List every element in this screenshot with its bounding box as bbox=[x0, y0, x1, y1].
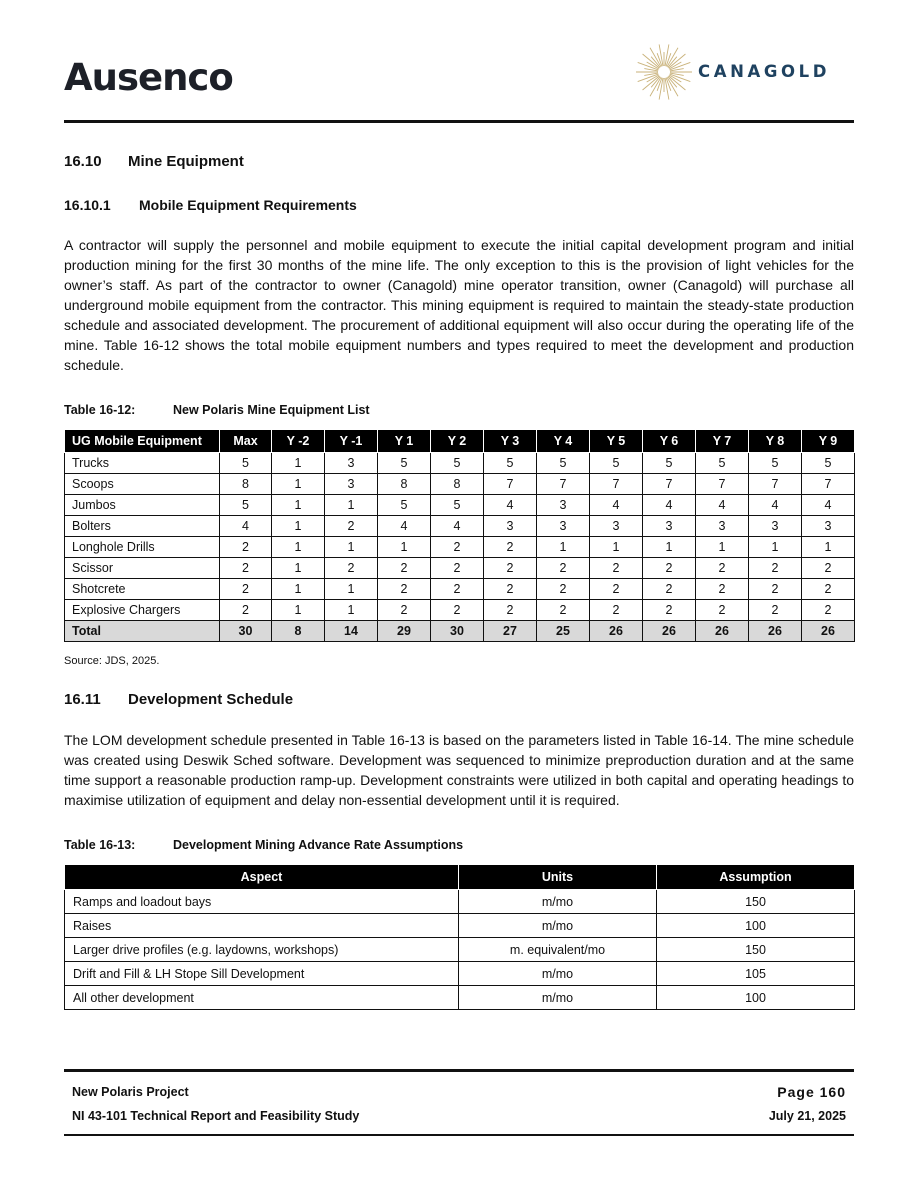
count-cell: 7 bbox=[749, 474, 802, 495]
count-cell: 5 bbox=[220, 495, 272, 516]
column-header: Y 1 bbox=[378, 430, 431, 453]
count-cell: 5 bbox=[802, 453, 855, 474]
equipment-name-cell: Jumbos bbox=[65, 495, 220, 516]
equipment-name-cell: Explosive Chargers bbox=[65, 600, 220, 621]
total-count-cell: 29 bbox=[378, 621, 431, 642]
count-cell: 1 bbox=[272, 453, 325, 474]
count-cell: 2 bbox=[431, 579, 484, 600]
equipment-name-cell: Shotcrete bbox=[65, 579, 220, 600]
total-row bbox=[65, 621, 855, 642]
section-title: Mine Equipment bbox=[128, 153, 244, 170]
count-cell: 1 bbox=[325, 579, 378, 600]
count-cell: 3 bbox=[643, 516, 696, 537]
count-cell: 2 bbox=[696, 558, 749, 579]
total-count-cell: 27 bbox=[484, 621, 537, 642]
count-cell: 2 bbox=[749, 558, 802, 579]
count-cell: 4 bbox=[696, 495, 749, 516]
count-cell: 2 bbox=[802, 579, 855, 600]
caption-title: New Polaris Mine Equipment List bbox=[173, 403, 370, 417]
count-cell: 2 bbox=[590, 558, 643, 579]
caption-title: Development Mining Advance Rate Assumptions bbox=[173, 838, 464, 852]
assumption-cell: 100 bbox=[657, 914, 855, 938]
equipment-name-cell: Longhole Drills bbox=[65, 537, 220, 558]
count-cell: 2 bbox=[325, 516, 378, 537]
count-cell: 5 bbox=[378, 495, 431, 516]
count-cell: 4 bbox=[220, 516, 272, 537]
total-count-cell: 8 bbox=[272, 621, 325, 642]
count-cell: 2 bbox=[484, 537, 537, 558]
count-cell: 5 bbox=[749, 453, 802, 474]
subsection-title: Mobile Equipment Requirements bbox=[139, 197, 357, 213]
count-cell: 2 bbox=[749, 600, 802, 621]
count-cell: 8 bbox=[378, 474, 431, 495]
column-header: Assumption bbox=[657, 865, 855, 890]
count-cell: 2 bbox=[590, 600, 643, 621]
count-cell: 2 bbox=[378, 600, 431, 621]
total-count-cell: 25 bbox=[537, 621, 590, 642]
table-row bbox=[65, 938, 855, 962]
table-row bbox=[65, 914, 855, 938]
section-heading-16-11 bbox=[64, 691, 293, 708]
total-count-cell: 26 bbox=[696, 621, 749, 642]
count-cell: 7 bbox=[696, 474, 749, 495]
canagold-logo-text: CANAGOLD bbox=[698, 62, 831, 81]
subsection-number: 16.10.1 bbox=[64, 197, 111, 213]
count-cell: 5 bbox=[484, 453, 537, 474]
table-row bbox=[65, 537, 855, 558]
count-cell: 1 bbox=[272, 600, 325, 621]
count-cell: 1 bbox=[537, 537, 590, 558]
table-row bbox=[65, 579, 855, 600]
equipment-name-cell: Bolters bbox=[65, 516, 220, 537]
column-header: Y 8 bbox=[749, 430, 802, 453]
column-header: Y 7 bbox=[696, 430, 749, 453]
column-header: Y -1 bbox=[325, 430, 378, 453]
count-cell: 2 bbox=[220, 537, 272, 558]
units-cell: m/mo bbox=[459, 890, 657, 914]
count-cell: 7 bbox=[537, 474, 590, 495]
count-cell: 8 bbox=[220, 474, 272, 495]
count-cell: 7 bbox=[643, 474, 696, 495]
column-header: Y 4 bbox=[537, 430, 590, 453]
count-cell: 2 bbox=[484, 558, 537, 579]
assumption-cell: 150 bbox=[657, 938, 855, 962]
footer-report: NI 43-101 Technical Report and Feasibility Study bbox=[72, 1109, 360, 1123]
table-row bbox=[65, 962, 855, 986]
units-cell: m/mo bbox=[459, 962, 657, 986]
table-row bbox=[65, 558, 855, 579]
count-cell: 2 bbox=[696, 579, 749, 600]
assumption-cell: 105 bbox=[657, 962, 855, 986]
count-cell: 2 bbox=[484, 600, 537, 621]
table-row bbox=[65, 474, 855, 495]
aspect-cell: Larger drive profiles (e.g. laydowns, workshops) bbox=[65, 938, 459, 962]
count-cell: 2 bbox=[325, 558, 378, 579]
count-cell: 2 bbox=[431, 558, 484, 579]
assumption-cell: 150 bbox=[657, 890, 855, 914]
count-cell: 2 bbox=[484, 579, 537, 600]
aspect-cell: All other development bbox=[65, 986, 459, 1010]
count-cell: 3 bbox=[325, 453, 378, 474]
aspect-cell: Drift and Fill & LH Stope Sill Development bbox=[65, 962, 459, 986]
count-cell: 2 bbox=[378, 558, 431, 579]
count-cell: 2 bbox=[220, 579, 272, 600]
paragraph-development: The LOM development schedule presented in Table 16-13 is based on the parameters listed in Table 16-14. The mine schedule was created using Deswik Sched software. Development was sequenced to minimize preproduction duration and at the same time support a reasonable production ramp-up. Development constraints were utilized in both capital and operating headings to maximise utilization of equipment and delay non-essential development until it is required. bbox=[64, 732, 854, 808]
section-title: Development Schedule bbox=[128, 691, 294, 708]
count-cell: 2 bbox=[220, 600, 272, 621]
equipment-name-cell: Trucks bbox=[65, 453, 220, 474]
footer-page-number: Page 160 bbox=[777, 1084, 846, 1100]
count-cell: 1 bbox=[272, 558, 325, 579]
assumption-cell: 100 bbox=[657, 986, 855, 1010]
count-cell: 1 bbox=[325, 537, 378, 558]
footer-rule-top bbox=[64, 1069, 854, 1072]
table-row bbox=[65, 890, 855, 914]
count-cell: 1 bbox=[272, 474, 325, 495]
column-header: Y -2 bbox=[272, 430, 325, 453]
column-header: Y 9 bbox=[802, 430, 855, 453]
count-cell: 4 bbox=[590, 495, 643, 516]
count-cell: 5 bbox=[220, 453, 272, 474]
units-cell: m/mo bbox=[459, 986, 657, 1010]
count-cell: 2 bbox=[696, 600, 749, 621]
count-cell: 1 bbox=[272, 579, 325, 600]
count-cell: 2 bbox=[431, 537, 484, 558]
aspect-cell: Ramps and loadout bays bbox=[65, 890, 459, 914]
count-cell: 3 bbox=[590, 516, 643, 537]
table-header-row bbox=[65, 430, 855, 453]
footer-date: July 21, 2025 bbox=[768, 1109, 846, 1123]
total-count-cell: 26 bbox=[749, 621, 802, 642]
ausenco-logo bbox=[64, 56, 233, 99]
table-row bbox=[65, 600, 855, 621]
column-header: Aspect bbox=[65, 865, 459, 890]
count-cell: 2 bbox=[590, 579, 643, 600]
caption-number: Table 16-13: bbox=[64, 838, 136, 852]
column-header: UG Mobile Equipment bbox=[65, 430, 220, 453]
count-cell: 2 bbox=[749, 579, 802, 600]
count-cell: 4 bbox=[431, 516, 484, 537]
table-row bbox=[65, 516, 855, 537]
count-cell: 4 bbox=[378, 516, 431, 537]
count-cell: 4 bbox=[749, 495, 802, 516]
count-cell: 4 bbox=[802, 495, 855, 516]
section-heading-16-10 bbox=[64, 153, 244, 170]
total-count-cell: 26 bbox=[802, 621, 855, 642]
total-count-cell: 30 bbox=[431, 621, 484, 642]
units-cell: m/mo bbox=[459, 914, 657, 938]
count-cell: 1 bbox=[378, 537, 431, 558]
count-cell: 3 bbox=[802, 516, 855, 537]
count-cell: 2 bbox=[643, 579, 696, 600]
equipment-table bbox=[64, 429, 855, 642]
count-cell: 3 bbox=[537, 516, 590, 537]
count-cell: 2 bbox=[431, 600, 484, 621]
paragraph-equipment: A contractor will supply the personnel and mobile equipment to execute the initial capital development program and initial production mining for the first 30 months of the mine life. The only exception to this is the provision of light vehicles for the owner’s staff. As part of the contractor to owner (Canagold) mine operator transition, owner (Canagold) will purchase all underground mobile equipment from the contractor. This mining equipment is required to maintain the steady-state production schedule and associated development. The procurement of additional equipment will also occur during the operating life of the mine. Table 16-12 shows the total mobile equipment numbers and types required to meet the development and production schedule. bbox=[64, 237, 854, 373]
table-16-13-caption bbox=[64, 838, 463, 852]
header-rule bbox=[64, 120, 854, 123]
count-cell: 5 bbox=[537, 453, 590, 474]
count-cell: 2 bbox=[537, 558, 590, 579]
equipment-name-cell: Scissor bbox=[65, 558, 220, 579]
sunburst-icon bbox=[634, 40, 694, 104]
column-header: Y 2 bbox=[431, 430, 484, 453]
table-row bbox=[65, 495, 855, 516]
count-cell: 5 bbox=[431, 495, 484, 516]
count-cell: 4 bbox=[484, 495, 537, 516]
count-cell: 2 bbox=[802, 558, 855, 579]
total-count-cell: 26 bbox=[643, 621, 696, 642]
count-cell: 4 bbox=[643, 495, 696, 516]
aspect-cell: Raises bbox=[65, 914, 459, 938]
table-header-row bbox=[65, 865, 855, 890]
count-cell: 2 bbox=[643, 600, 696, 621]
count-cell: 8 bbox=[431, 474, 484, 495]
count-cell: 3 bbox=[484, 516, 537, 537]
count-cell: 3 bbox=[696, 516, 749, 537]
count-cell: 1 bbox=[325, 495, 378, 516]
equipment-name-cell: Scoops bbox=[65, 474, 220, 495]
total-count-cell: 30 bbox=[220, 621, 272, 642]
count-cell: 1 bbox=[590, 537, 643, 558]
count-cell: 2 bbox=[378, 579, 431, 600]
table-16-12-caption bbox=[64, 403, 370, 417]
count-cell: 5 bbox=[378, 453, 431, 474]
count-cell: 1 bbox=[272, 495, 325, 516]
table-source: Source: JDS, 2025. bbox=[64, 655, 160, 667]
count-cell: 5 bbox=[590, 453, 643, 474]
column-header: Y 5 bbox=[590, 430, 643, 453]
subsection-heading-16-10-1 bbox=[64, 197, 357, 213]
ausenco-logo-text: Ausenco bbox=[64, 56, 233, 99]
column-header: Units bbox=[459, 865, 657, 890]
count-cell: 1 bbox=[325, 600, 378, 621]
canagold-logo bbox=[634, 40, 854, 104]
count-cell: 1 bbox=[802, 537, 855, 558]
count-cell: 7 bbox=[590, 474, 643, 495]
caption-number: Table 16-12: bbox=[64, 403, 136, 417]
count-cell: 5 bbox=[643, 453, 696, 474]
count-cell: 1 bbox=[643, 537, 696, 558]
total-count-cell: 14 bbox=[325, 621, 378, 642]
count-cell: 5 bbox=[431, 453, 484, 474]
total-count-cell: 26 bbox=[590, 621, 643, 642]
count-cell: 1 bbox=[272, 516, 325, 537]
units-cell: m. equivalent/mo bbox=[459, 938, 657, 962]
count-cell: 3 bbox=[749, 516, 802, 537]
advance-rate-table bbox=[64, 864, 855, 1010]
count-cell: 2 bbox=[537, 579, 590, 600]
table-row bbox=[65, 986, 855, 1010]
column-header: Y 6 bbox=[643, 430, 696, 453]
count-cell: 3 bbox=[537, 495, 590, 516]
total-label-cell: Total bbox=[65, 621, 220, 642]
count-cell: 1 bbox=[272, 537, 325, 558]
footer-rule-bottom bbox=[64, 1134, 854, 1136]
count-cell: 1 bbox=[696, 537, 749, 558]
count-cell: 2 bbox=[802, 600, 855, 621]
count-cell: 3 bbox=[325, 474, 378, 495]
footer-project: New Polaris Project bbox=[72, 1085, 189, 1099]
count-cell: 2 bbox=[220, 558, 272, 579]
count-cell: 7 bbox=[484, 474, 537, 495]
count-cell: 1 bbox=[749, 537, 802, 558]
count-cell: 5 bbox=[696, 453, 749, 474]
column-header: Y 3 bbox=[484, 430, 537, 453]
count-cell: 2 bbox=[537, 600, 590, 621]
count-cell: 2 bbox=[643, 558, 696, 579]
count-cell: 7 bbox=[802, 474, 855, 495]
column-header: Max bbox=[220, 430, 272, 453]
section-number: 16.11 bbox=[64, 691, 101, 708]
section-number: 16.10 bbox=[64, 153, 102, 170]
table-row bbox=[65, 453, 855, 474]
